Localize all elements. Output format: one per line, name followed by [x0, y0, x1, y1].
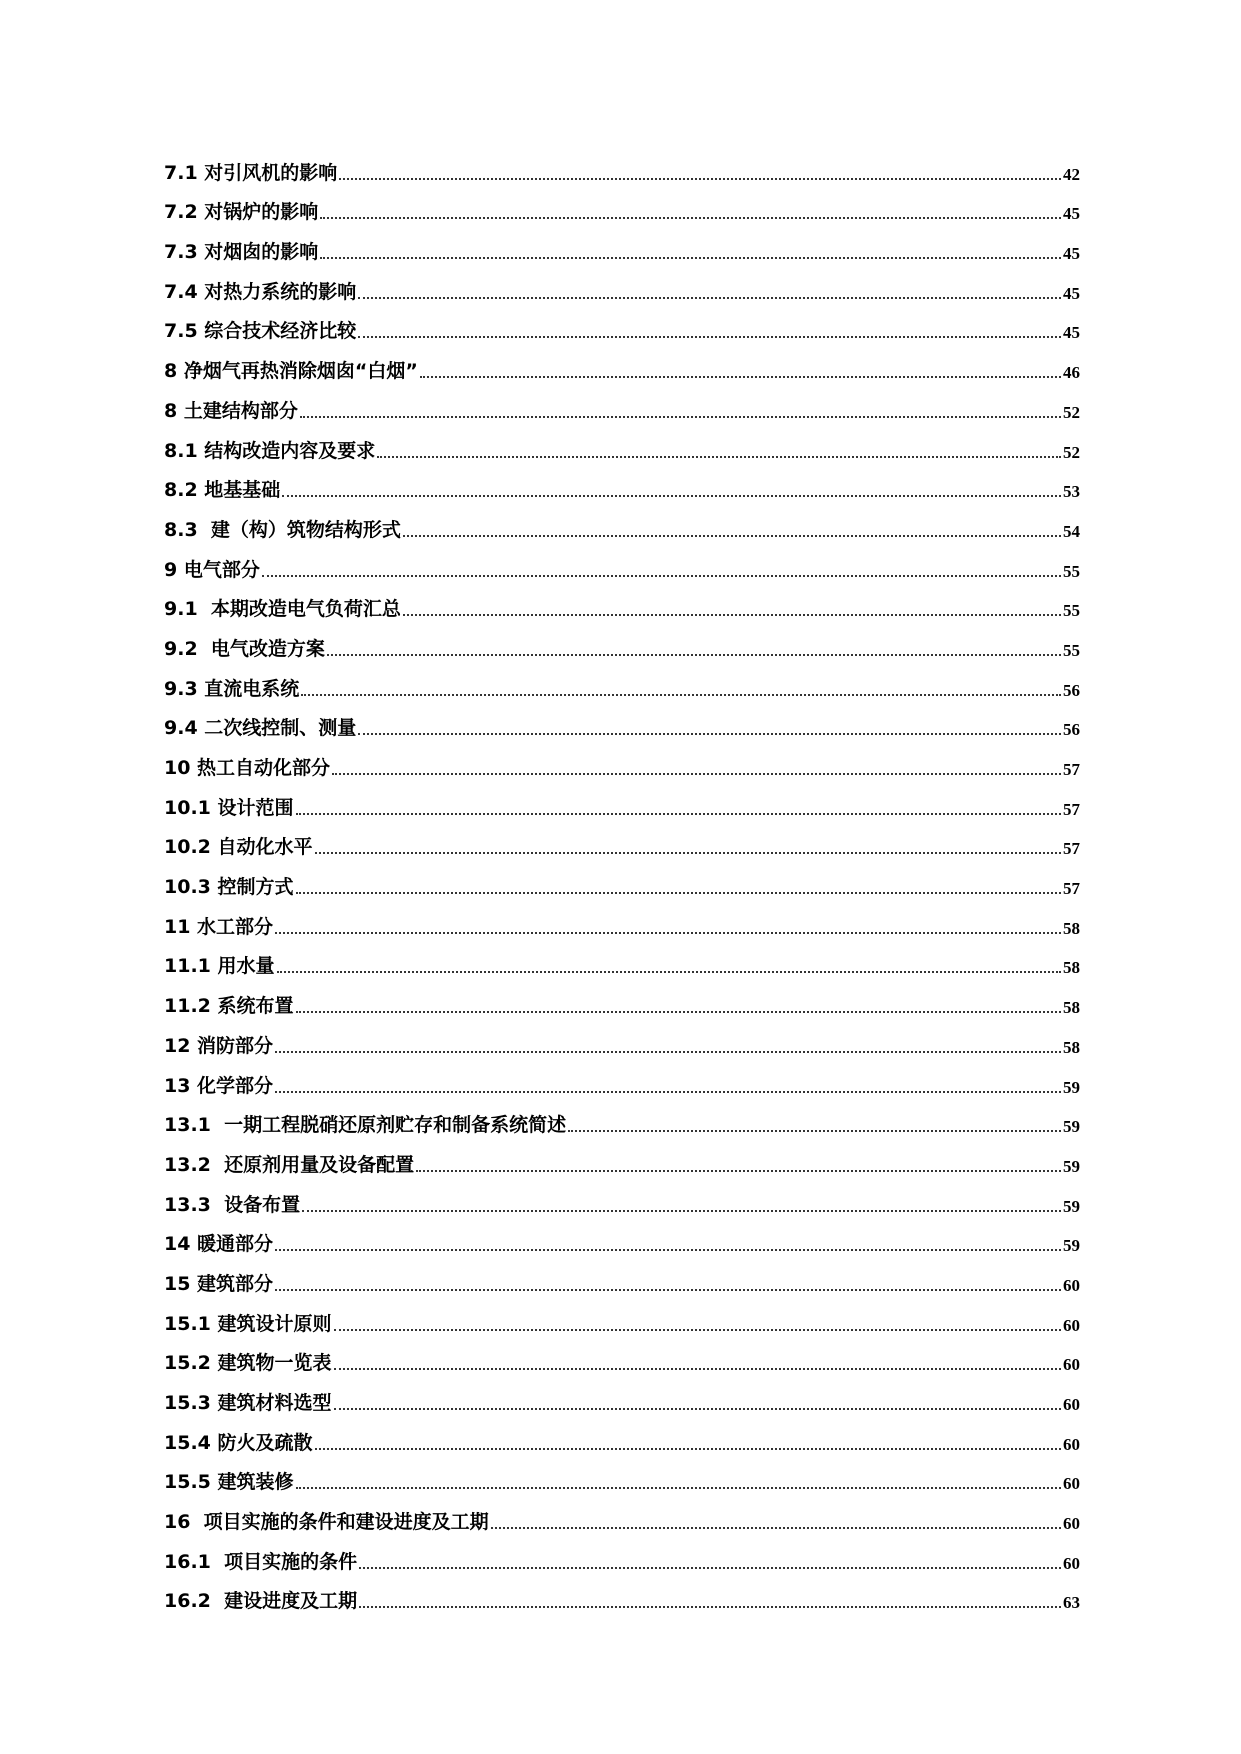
- toc-dot-leader: [327, 654, 1061, 656]
- toc-dot-leader: [296, 813, 1062, 815]
- toc-entry-label: 9.2 电气改造方案: [164, 637, 325, 660]
- toc-dot-leader: [403, 614, 1061, 616]
- toc-entry-label: 10.3 控制方式: [164, 876, 294, 899]
- toc-entry-label: 12 消防部分: [164, 1034, 274, 1057]
- toc-page-number: 53: [1063, 482, 1080, 502]
- toc-entry[interactable]: [164, 1334, 1080, 1374]
- toc-entry[interactable]: [164, 1135, 1080, 1175]
- toc-entry-label: 9.1 本期改造电气负荷汇总: [164, 598, 401, 621]
- toc-dot-leader: [296, 1487, 1062, 1489]
- toc-entry[interactable]: [164, 1175, 1080, 1215]
- toc-page-number: 46: [1063, 363, 1080, 383]
- toc-page-number: 60: [1063, 1395, 1080, 1414]
- toc-entry-label: 14 暖通部分: [164, 1233, 274, 1256]
- toc-page-number: 45: [1063, 283, 1080, 303]
- toc-entry-label: 16.2 建设进度及工期: [164, 1590, 358, 1613]
- toc-dot-leader: [320, 257, 1061, 259]
- toc-page-number: 60: [1063, 1434, 1080, 1454]
- toc-entry-label: 13 化学部分: [164, 1074, 274, 1097]
- toc-entry-label: 16 项目实施的条件和建设进度及工期: [164, 1511, 489, 1534]
- toc-entry-label: 7.1 对引风机的影响: [164, 161, 338, 184]
- toc-page-number: 45: [1063, 323, 1080, 343]
- toc-entry-label: 13.1 一期工程脱硝还原剂贮存和制备系统简述: [164, 1114, 567, 1137]
- toc-dot-leader: [262, 575, 1061, 577]
- toc-dot-leader: [403, 535, 1061, 537]
- toc-page-number: 59: [1063, 1196, 1080, 1216]
- toc-entry[interactable]: [164, 421, 1080, 461]
- toc-page-number: 52: [1063, 442, 1080, 462]
- toc-entry[interactable]: [164, 500, 1080, 540]
- toc-dot-leader: [275, 1289, 1061, 1291]
- toc-dot-leader: [334, 1368, 1062, 1370]
- toc-entry[interactable]: [164, 1254, 1080, 1294]
- toc-entry-label: 10.2 自动化水平: [164, 836, 313, 859]
- toc-dot-leader: [358, 733, 1061, 735]
- toc-entry[interactable]: [164, 1373, 1080, 1413]
- toc-entry-label: 11.2 系统布置: [164, 995, 294, 1018]
- toc-dot-leader: [334, 1408, 1062, 1410]
- toc-dot-leader: [275, 1051, 1061, 1053]
- toc-dot-leader: [296, 892, 1062, 894]
- toc-entry-label: 8 净烟气再热消除烟囱“白烟”: [164, 360, 418, 383]
- toc-entry[interactable]: [164, 619, 1080, 659]
- table-of-contents: [164, 143, 1080, 1611]
- toc-page-number: 55: [1063, 561, 1080, 581]
- toc-entry-label: 9.4 二次线控制、测量: [164, 717, 357, 740]
- toc-dot-leader: [296, 1011, 1062, 1013]
- toc-entry-label: 7.2 对锅炉的影响: [164, 201, 319, 224]
- toc-page-number: 60: [1063, 1355, 1080, 1375]
- toc-entry-label: 15.4 防火及疏散: [164, 1431, 313, 1454]
- toc-entry-label: 8 土建结构部分: [164, 399, 298, 422]
- toc-entry[interactable]: [164, 857, 1080, 897]
- toc-page-number: 56: [1063, 720, 1080, 740]
- toc-page-number: 58: [1063, 918, 1080, 938]
- toc-dot-leader: [358, 297, 1061, 299]
- toc-entry-label: 15.5 建筑装修: [164, 1471, 294, 1494]
- toc-entry[interactable]: [164, 262, 1080, 302]
- toc-entry[interactable]: [164, 699, 1080, 739]
- toc-entry-label: 11.1 用水量: [164, 955, 275, 978]
- toc-entry[interactable]: [164, 1056, 1080, 1096]
- toc-entry[interactable]: [164, 738, 1080, 778]
- toc-page-number: 60: [1063, 1514, 1080, 1534]
- toc-entry[interactable]: [164, 897, 1080, 937]
- toc-dot-leader: [275, 932, 1061, 934]
- toc-entry[interactable]: [164, 461, 1080, 501]
- toc-entry[interactable]: [164, 580, 1080, 620]
- toc-dot-leader: [358, 336, 1061, 338]
- toc-entry-label: 13.3 设备布置: [164, 1193, 301, 1216]
- toc-page-number: 60: [1063, 1553, 1080, 1573]
- toc-page-number: 59: [1063, 1077, 1080, 1097]
- toc-entry[interactable]: [164, 1294, 1080, 1334]
- toc-entry-label: 8.3 建（构）筑物结构形式: [164, 518, 401, 541]
- toc-entry[interactable]: [164, 302, 1080, 342]
- toc-dot-leader: [277, 971, 1062, 973]
- toc-page-number: 60: [1063, 1315, 1080, 1335]
- toc-dot-leader: [302, 1210, 1061, 1212]
- toc-entry[interactable]: [164, 222, 1080, 262]
- toc-entry[interactable]: [164, 540, 1080, 580]
- toc-dot-leader: [315, 852, 1062, 854]
- toc-entry-label: 7.4 对热力系统的影响: [164, 280, 357, 303]
- toc-page-number: 59: [1063, 1236, 1080, 1256]
- toc-entry-label: 8.2 地基基础: [164, 479, 281, 502]
- toc-dot-leader: [416, 1170, 1061, 1172]
- toc-dot-leader: [315, 1448, 1062, 1450]
- toc-dot-leader: [320, 217, 1061, 219]
- toc-entry[interactable]: [164, 183, 1080, 223]
- toc-page-number: 42: [1063, 164, 1080, 184]
- toc-entry[interactable]: [164, 818, 1080, 858]
- toc-entry[interactable]: [164, 659, 1080, 699]
- toc-page-number: 55: [1063, 640, 1080, 660]
- toc-page-number: 58: [1063, 958, 1080, 978]
- toc-dot-leader: [282, 495, 1061, 497]
- toc-dot-leader: [339, 178, 1061, 180]
- toc-entry[interactable]: [164, 1572, 1080, 1612]
- toc-entry-label: 8.1 结构改造内容及要求: [164, 439, 376, 462]
- toc-dot-leader: [301, 694, 1061, 696]
- toc-page-number: 57: [1063, 760, 1080, 779]
- toc-page-number: 52: [1063, 402, 1080, 422]
- toc-page-number: 60: [1063, 1474, 1080, 1494]
- toc-entry[interactable]: [164, 1453, 1080, 1493]
- toc-entry-label: 10 热工自动化部分: [164, 757, 331, 779]
- toc-page-number: 54: [1063, 521, 1080, 541]
- toc-page-number: 56: [1063, 680, 1080, 700]
- toc-dot-leader: [300, 416, 1061, 418]
- toc-dot-leader: [377, 456, 1061, 458]
- toc-entry[interactable]: [164, 1532, 1080, 1572]
- toc-dot-leader: [359, 1606, 1061, 1608]
- toc-entry-label: 15 建筑部分: [164, 1272, 274, 1295]
- toc-page-number: 59: [1063, 1117, 1080, 1137]
- toc-entry-label: 15.1 建筑设计原则: [164, 1312, 332, 1335]
- toc-entry[interactable]: [164, 976, 1080, 1016]
- toc-entry-label: 13.2 还原剂用量及设备配置: [164, 1153, 415, 1176]
- toc-page-number: 58: [1063, 998, 1080, 1018]
- toc-dot-leader: [275, 1249, 1061, 1251]
- toc-dot-leader: [491, 1527, 1061, 1529]
- toc-entry-label: 15.3 建筑材料选型: [164, 1392, 332, 1414]
- toc-dot-leader: [332, 773, 1061, 775]
- toc-page-number: 57: [1063, 799, 1080, 819]
- toc-page-number: 58: [1063, 1037, 1080, 1057]
- toc-entry[interactable]: [164, 381, 1080, 421]
- toc-entry-label: 7.5 综合技术经济比较: [164, 320, 357, 343]
- toc-entry[interactable]: [164, 1096, 1080, 1136]
- toc-entry-label: 7.3 对烟囱的影响: [164, 241, 319, 264]
- toc-entry[interactable]: [164, 1492, 1080, 1532]
- toc-entry[interactable]: [164, 1215, 1080, 1255]
- toc-page-number: 57: [1063, 879, 1080, 899]
- toc-dot-leader: [275, 1091, 1061, 1093]
- toc-dot-leader: [420, 376, 1061, 378]
- toc-entry[interactable]: [164, 341, 1080, 381]
- toc-entry-label: 9 电气部分: [164, 558, 260, 581]
- toc-entry-label: 11 水工部分: [164, 915, 274, 938]
- toc-entry-label: 9.3 直流电系统: [164, 677, 300, 700]
- toc-dot-leader: [568, 1130, 1061, 1132]
- toc-entry[interactable]: [164, 1413, 1080, 1453]
- toc-page-number: 63: [1063, 1593, 1080, 1613]
- toc-entry[interactable]: [164, 778, 1080, 818]
- toc-page-number: 59: [1063, 1156, 1080, 1176]
- toc-dot-leader: [334, 1329, 1062, 1331]
- toc-page-number: 57: [1063, 839, 1080, 859]
- toc-page-number: 55: [1063, 601, 1080, 621]
- toc-page-number: 45: [1063, 244, 1080, 264]
- toc-entry[interactable]: [164, 937, 1080, 977]
- toc-entry[interactable]: [164, 1016, 1080, 1056]
- toc-entry-label: 16.1 项目实施的条件: [164, 1550, 358, 1573]
- toc-page-number: 60: [1063, 1275, 1080, 1295]
- toc-dot-leader: [359, 1567, 1061, 1569]
- toc-entry-label: 10.1 设计范围: [164, 796, 294, 819]
- toc-entry[interactable]: [164, 143, 1080, 183]
- toc-page-number: 45: [1063, 204, 1080, 224]
- toc-entry-label: 15.2 建筑物一览表: [164, 1352, 332, 1375]
